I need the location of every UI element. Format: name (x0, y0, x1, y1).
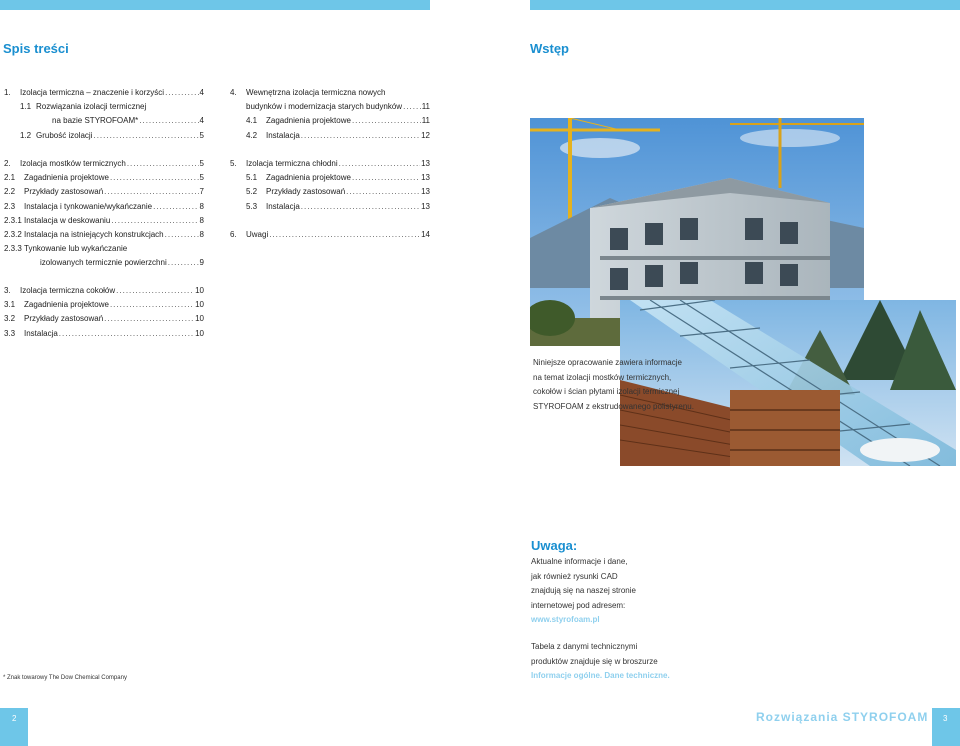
trademark-footnote: * Znak towarowy The Dow Chemical Company (3, 675, 127, 681)
toc-section-6 (230, 228, 430, 242)
brochure-link[interactable]: Informacje ogólne. Dane techniczne. (531, 671, 670, 680)
uwaga-heading: Uwaga: (531, 538, 578, 553)
toc-section-3 (4, 284, 204, 341)
toc-section-1 (4, 86, 204, 143)
toc-entry[interactable]: 3. Izolacja termiczna cokołów ..... 10 (4, 284, 204, 298)
toc-entry[interactable]: 5.1 Zagadnienia projektowe ..... 13 (230, 171, 430, 185)
top-bar-right (530, 0, 960, 10)
toc-entry[interactable]: izolowanych termicznie powierzchni ..... 9 (4, 256, 204, 270)
toc-section-2 (4, 157, 204, 271)
footer-brand: Rozwiązania STYROFOAM (756, 710, 929, 724)
toc-section-5 (230, 157, 430, 214)
toc-entry[interactable]: 2.3 Instalacja i tynkowanie/wykańczanie ..... 8 (4, 200, 204, 214)
intro-text: Niniejsze opracowanie zawiera informacje na temat izolacji mostków termicznych, cokołów i ścian płytami izolacji termicznej STYROFOAM z ekstrudowanego polistyrenu. (533, 358, 694, 411)
toc-title: Spis treści (3, 41, 69, 56)
top-bar-left (0, 0, 430, 10)
toc-entry[interactable]: budynków i modernizacja starych budynków ..... 11 (230, 100, 430, 114)
website-link[interactable]: www.styrofoam.pl (531, 615, 600, 624)
toc-entry[interactable]: 2.2 Przykłady zastosowań ..... 7 (4, 185, 204, 199)
toc-entry[interactable]: 4.2 Instalacja ..... 12 (230, 129, 430, 143)
toc-entry[interactable]: 3.1 Zagadnienia projektowe ..... 10 (4, 298, 204, 312)
toc-entry[interactable]: 2. Izolacja mostków termicznych ..... 5 (4, 157, 204, 171)
toc-section-4 (230, 86, 430, 143)
toc-entry[interactable]: 1. Izolacja termiczna – znaczenie i korzyści ..... 4 (4, 86, 204, 100)
toc-entry[interactable]: na bazie STYROFOAM* ..... 4 (4, 114, 204, 128)
toc-entry[interactable]: 6. Uwagi ..... 14 (230, 228, 430, 242)
intro-title: Wstęp (530, 41, 569, 56)
page-number-right: 3 (932, 708, 960, 746)
toc-entry[interactable]: 2.1 Zagadnienia projektowe ..... 5 (4, 171, 204, 185)
page-number-left: 2 (0, 708, 28, 746)
toc-entry[interactable]: 1.2 Grubość izolacji ..... 5 (4, 129, 204, 143)
toc-entry[interactable]: 4.1 Zagadnienia projektowe ..... 11 (230, 114, 430, 128)
toc-entry[interactable]: 3.3 Instalacja ..... 10 (4, 327, 204, 341)
toc-entry[interactable]: 4. Wewnętrzna izolacja termiczna nowych (230, 88, 386, 97)
toc-entry[interactable]: 1.1 Rozwiązania izolacji termicznej (20, 102, 147, 112)
toc-entry[interactable]: 2.3.1 Instalacja w deskowaniu ..... 8 (4, 214, 204, 228)
toc-entry[interactable]: 2.3.2 Instalacja na istniejących konstrukcjach ..... 8 (4, 228, 204, 242)
toc-entry[interactable]: 5. Izolacja termiczna chłodni ..... 13 (230, 157, 430, 171)
toc-entry[interactable]: 5.3 Instalacja ..... 13 (230, 200, 430, 214)
uwaga-text-2: Tabela z danymi technicznymi produktów znajduje się w broszurze Informacje ogólne. Dane techniczne. (531, 640, 771, 684)
toc-entry[interactable]: 3.2 Przykłady zastosowań ..... 10 (4, 312, 204, 326)
uwaga-text: Aktualne informacje i dane, jak również rysunki CAD znajdują się na naszej stronie internetowej pod adresem: www.styrofoam.pl (531, 555, 771, 628)
toc-entry[interactable]: 5.2 Przykłady zastosowań ..... 13 (230, 185, 430, 199)
toc-entry[interactable]: 2.3.3 Tynkowanie lub wykańczanie (4, 244, 128, 254)
